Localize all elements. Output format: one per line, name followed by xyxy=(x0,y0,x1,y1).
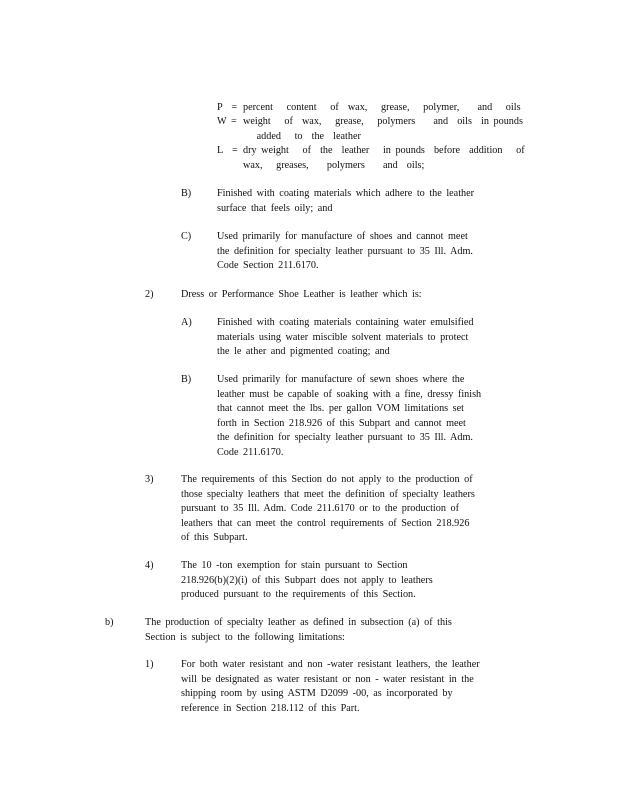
item-label-2: 2) xyxy=(145,289,154,300)
definition-text-p: percent content of wax, grease, polymer, and oils xyxy=(243,102,521,113)
item-text-1-c: Used primarily for manufacture of shoes and cannot meet the definition for specialty leather pursuant to 35 Ill. Adm. Code Section 211.6170. xyxy=(217,231,473,271)
item-text-3: The requirements of this Section do not apply to the production of those specialty leathers that meet the definition of specialty leathers pursuant to 35 Ill. Adm. Code 211.6170 or to the production of leathers that can meet the control requirements of Section 218.926 of this Subpart. xyxy=(181,474,475,543)
item-label-1-c: C) xyxy=(181,231,192,242)
item-text-b-1: For both water resistant and non -water resistant leathers, the leather will be designated as water resistant or non - water resistant in the shipping room by using ASTM D2099 -00, as incorporated by reference in Section 218.112 of this Part. xyxy=(181,659,480,714)
item-text-2-b: Used primarily for manufacture of sewn shoes where the leather must be capable of soaking with a fine, dressy finish that cannot meet the lbs. per gallon VOM limitations set forth in Section 218.926 of this Subpart and cannot meet the definition for specialty leather pursuant to 35 Ill. Adm. Code 211.6170. xyxy=(217,374,482,458)
item-label-1-b: B) xyxy=(181,188,192,199)
item-label-4: 4) xyxy=(145,560,154,571)
item-label-3: 3) xyxy=(145,474,154,485)
item-text-2: Dress or Performance Shoe Leather is leather which is: xyxy=(181,289,422,300)
item-text-2-a: Finished with coating materials containing water emulsified materials using water miscible solvent materials to protect the le ather and pigmented coating; and xyxy=(217,317,474,357)
definition-label-p: P = xyxy=(217,102,238,113)
definition-label-w: W = xyxy=(217,116,237,127)
item-text-1-b: Finished with coating materials which adhere to the leather surface that feels oily; and xyxy=(217,188,475,214)
definition-text-l: dry weight of the leather in pounds before addition of wax, greases, polymers and oils; xyxy=(243,145,525,171)
item-label-2-b: B) xyxy=(181,374,192,385)
definition-label-l: L = xyxy=(217,145,238,156)
subsection-text-b: The production of specialty leather as defined in subsection (a) of this Section is subject to the following limitations: xyxy=(145,617,452,643)
item-text-4: The 10 -ton exemption for stain pursuant to Section 218.926(b)(2)(i) of this Subpart does not apply to leathers produced pursuant to the requirements of this Section. xyxy=(181,560,433,600)
subsection-label-b: b) xyxy=(105,617,114,628)
definition-text-w: weight of wax, grease, polymers and oils in pounds added to the leather xyxy=(243,116,523,142)
item-label-b-1: 1) xyxy=(145,659,154,670)
item-label-2-a: A) xyxy=(181,317,192,328)
